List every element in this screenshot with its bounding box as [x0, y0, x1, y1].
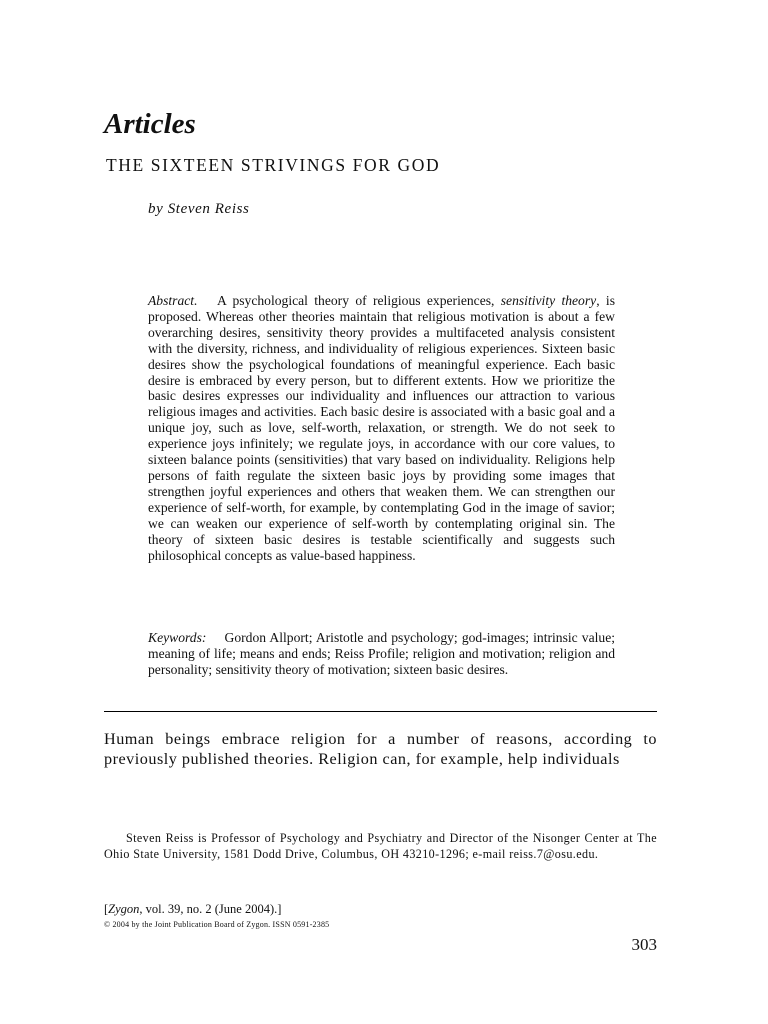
intro-paragraph: Human beings embrace religion for a number of reasons, according to previously published theories. Religion can, for example, help individuals — [104, 730, 657, 768]
abstract-term: sensitivity theory — [500, 293, 597, 308]
author-footnote: Steven Reiss is Professor of Psychology and Psychiatry and Director of the Nisonger Center at The Ohio State University, 1581 Dodd Drive, Columbus, OH 43210-1296; e-mail reiss.7@osu.edu. — [104, 831, 657, 861]
abstract-lead: A psychological theory of religious experiences, — [217, 293, 501, 308]
keywords-label: Keywords: — [148, 630, 207, 645]
page-number: 303 — [631, 935, 657, 954]
citation-open: [ — [104, 902, 109, 916]
keywords — [148, 630, 615, 678]
author-byline: by Steven Reiss — [148, 201, 250, 217]
abstract — [148, 293, 615, 563]
journal-citation — [104, 901, 281, 917]
copyright-line: © 2004 by the Joint Publication Board of Zygon. ISSN 0591-2385 — [104, 920, 330, 929]
abstract-text: , is proposed. Whereas other theories maintain that religious motivation is about a few overarching desires, sensitivity theory provides a multifaceted analysis consistent with the diversity, richness, and individuality of religious experiences. Sixteen basic desires show the psychological foundations of meaningful experience. Each basic desire is embraced by every person, but to different extents. How we prioritize the basic desires expresses our individuality and influences our attraction to various religious images and activities. Each basic desire is associated with a basic goal and a unique joy, such as love, self-worth, relaxation, or strength. We do not seek to experience joys infinitely; we regulate joys, in accordance with our core values, to sixteen balance points (sensitivities) that vary based on individuality. Religions help persons of faith regulate the sixteen basic joys by providing some images that strengthen joyful experiences and others that weaken them. We can strengthen our experience of self-worth, for example, by contemplating God in the image of savior; we can weaken our experience of self-worth by contemplating original sin. The theory of sixteen basic desires is testable scientifically and suggests such philosophical concepts as value-based happiness. — [148, 293, 615, 563]
section-heading: Articles — [104, 108, 196, 140]
journal-name: Zygon — [108, 902, 140, 916]
divider-rule — [104, 711, 657, 712]
article-title: THE SIXTEEN STRIVINGS FOR GOD — [106, 155, 441, 175]
keywords-text: Gordon Allport; Aristotle and psychology; god-images; intrinsic value; meaning of life; means and ends; Reiss Profile; religion and motivation; religion and personality; sensitivity theory of motivation; sixteen basic desires. — [148, 630, 616, 677]
citation-details: , vol. 39, no. 2 (June 2004).] — [139, 902, 282, 916]
abstract-label: Abstract. — [148, 293, 198, 308]
